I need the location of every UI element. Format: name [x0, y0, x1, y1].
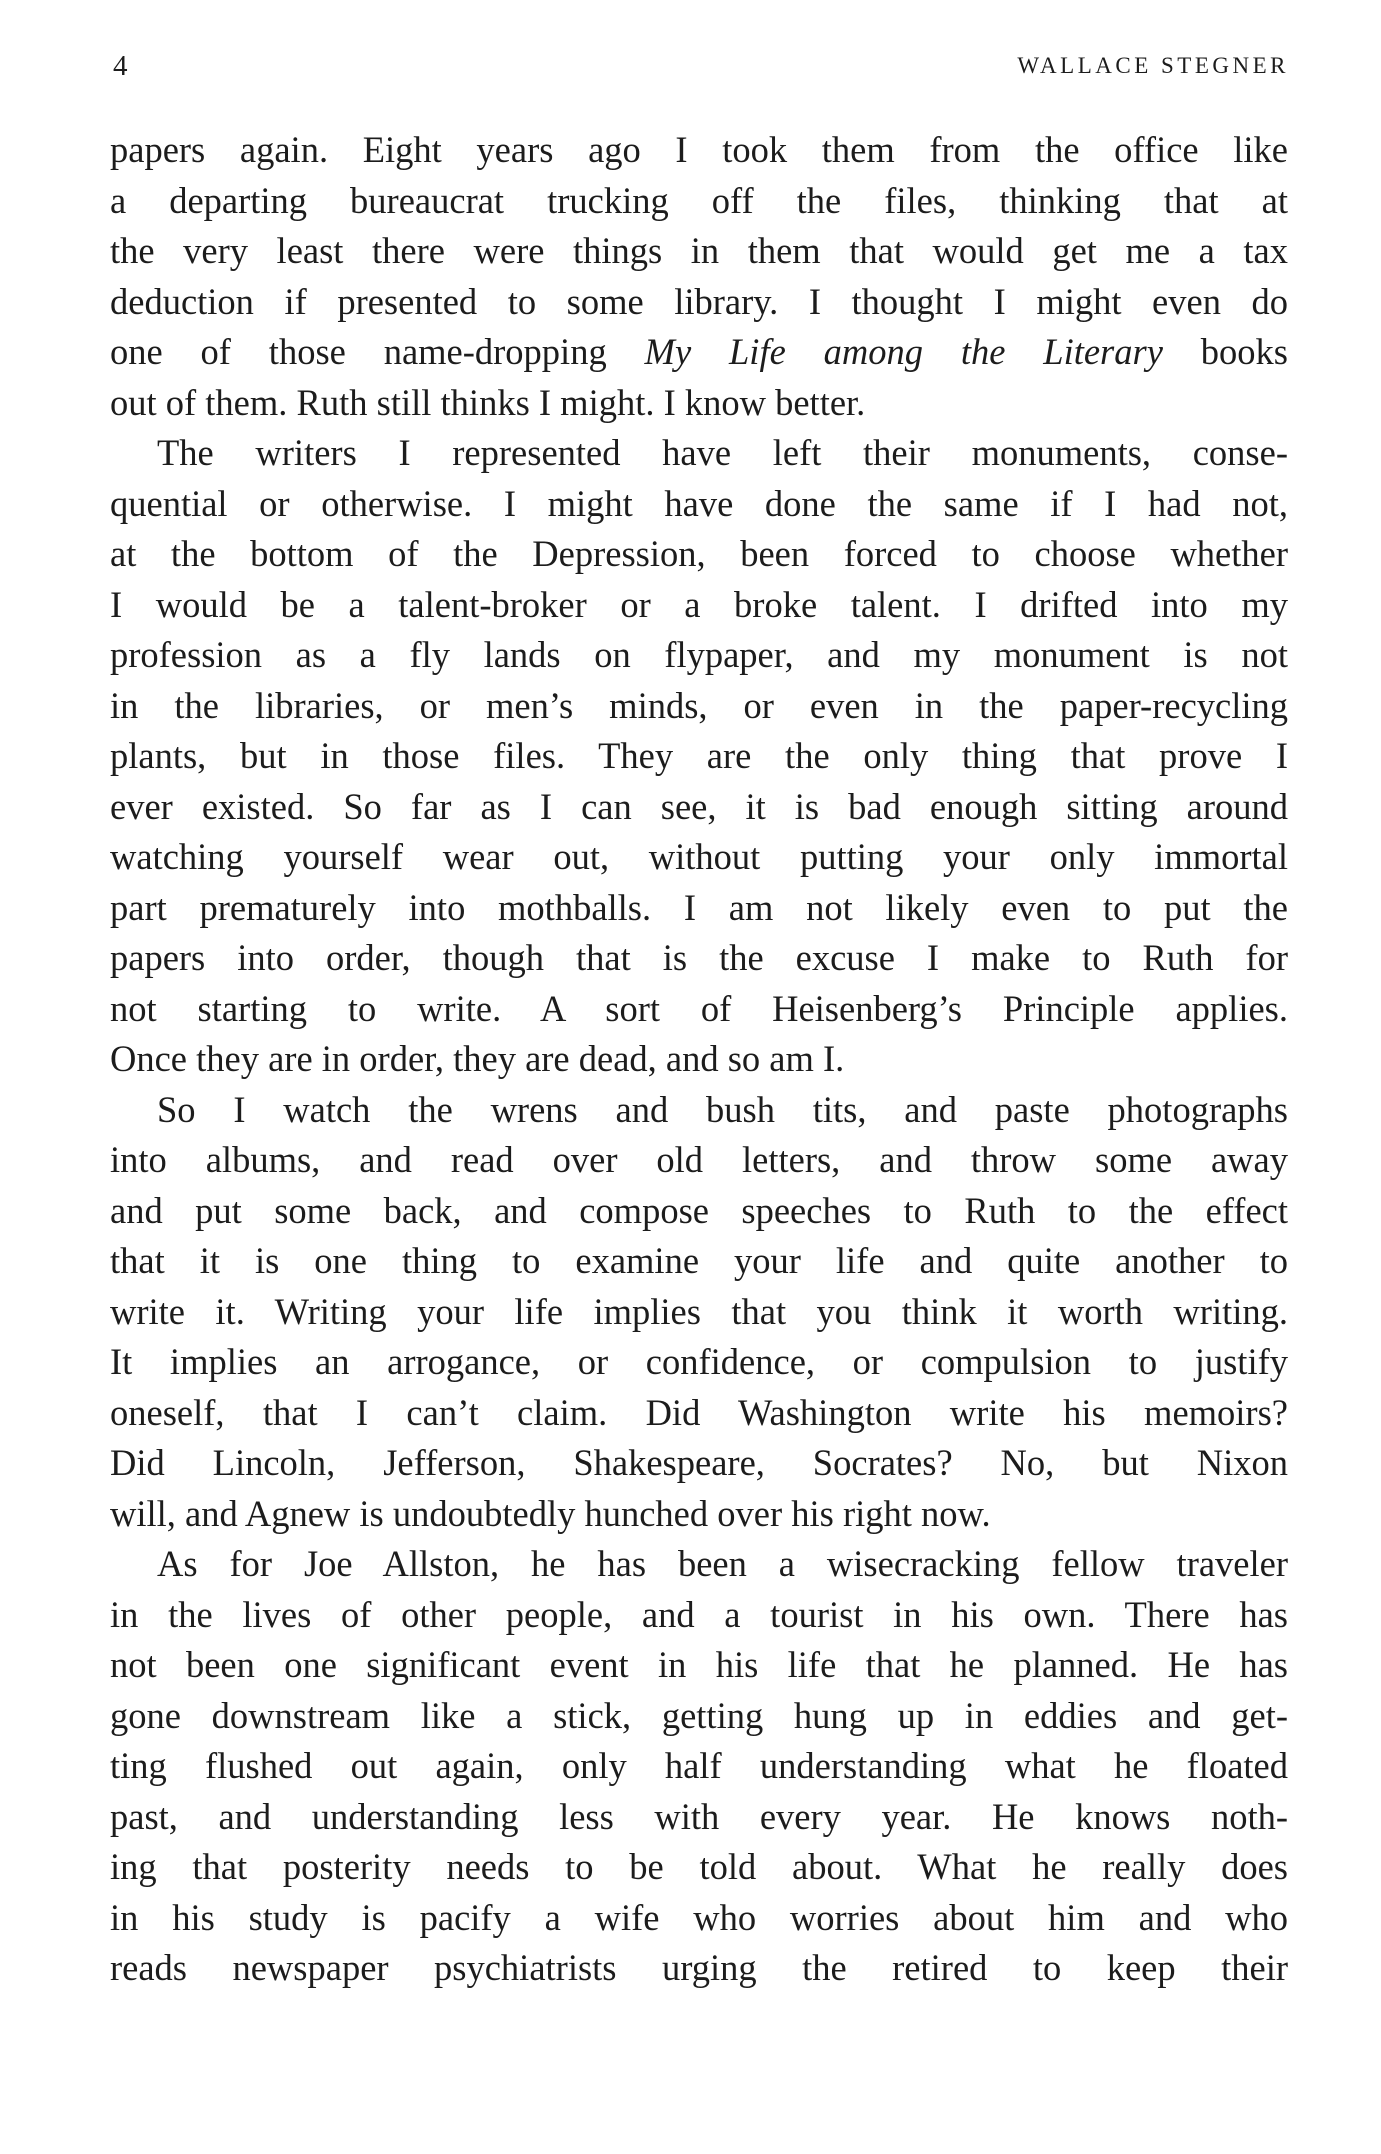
text-line: past, and understanding less with every year. He knows noth-	[110, 1795, 1288, 1837]
text-line: Did Lincoln, Jefferson, Shakespeare, Socrates? No, but Nixon	[110, 1442, 1288, 1483]
text-line: ever existed. So far as I can see, it is bad enough sitting around	[110, 785, 1288, 827]
text-line: quential or otherwise. I might have done the same if I had not,	[110, 482, 1288, 524]
running-title: WALLACE STEGNER	[1017, 53, 1289, 78]
text-line: the very least there were things in them that would get me a tax	[110, 230, 1288, 271]
text-line: As for Joe Allston, he has been a wisecracking fellow traveler	[157, 1543, 1288, 1584]
text-line: not starting to write. A sort of Heisenberg’s Principle applies.	[110, 987, 1288, 1029]
text-line: ing that posterity needs to be told about. What he really does	[110, 1846, 1288, 1887]
text-line: watching yourself wear out, without putting your only immortal	[110, 836, 1288, 877]
text-line: out of them. Ruth still thinks I might. I know better.	[110, 381, 866, 423]
text-line: It implies an arrogance, or confidence, or compulsion to justify	[110, 1341, 1288, 1382]
text-line: oneself, that I can’t claim. Did Washington write his memoirs?	[110, 1391, 1288, 1433]
text-line: in the libraries, or men’s minds, or even in the paper-recycling	[110, 684, 1288, 726]
text-line: Once they are in order, they are dead, and so am I.	[110, 1038, 845, 1079]
text-line: plants, but in those files. They are the only thing that prove I	[110, 735, 1288, 776]
text-line: part prematurely into mothballs. I am not likely even to put the	[110, 886, 1288, 928]
text-line: So I watch the wrens and bush tits, and paste photographs	[157, 1088, 1288, 1130]
paragraph	[110, 1085, 1288, 1540]
paragraph	[110, 125, 1288, 428]
running-head	[113, 46, 1289, 86]
text-line: gone downstream like a stick, getting hung up in eddies and get-	[110, 1694, 1288, 1736]
text-line: at the bottom of the Depression, been forced to choose whether	[110, 533, 1288, 574]
text-line: The writers I represented have left their monuments, conse-	[157, 432, 1288, 473]
text-line: deduction if presented to some library. I thought I might even do	[110, 280, 1288, 322]
text-line: not been one significant event in his life that he planned. He has	[110, 1644, 1288, 1685]
text-line: one of those name-dropping My Life among the Literary books	[110, 331, 1288, 372]
text-line: papers again. Eight years ago I took them from the office like	[110, 129, 1288, 170]
text-line: that it is one thing to examine your life and quite another to	[110, 1240, 1288, 1281]
paragraph	[110, 1539, 1288, 1994]
text-line: papers into order, though that is the excuse I make to Ruth for	[110, 937, 1288, 978]
paragraph	[110, 428, 1288, 1085]
text-line: in the lives of other people, and a tourist in his own. There has	[110, 1593, 1288, 1635]
page-number: 4	[113, 50, 128, 82]
text-line: reads newspaper psychiatrists urging the retired to keep their	[110, 1947, 1288, 1988]
book-title-italic: My Life among the Literary	[644, 331, 1163, 372]
text-line: profession as a fly lands on flypaper, and my monument is not	[110, 634, 1288, 675]
body-text	[110, 125, 1288, 1994]
text-line: will, and Agnew is undoubtedly hunched over his right now.	[110, 1492, 991, 1534]
text-line: into albums, and read over old letters, and throw some away	[110, 1139, 1288, 1180]
text-line: I would be a talent-broker or a broke talent. I drifted into my	[110, 583, 1288, 625]
text-line: and put some back, and compose speeches to Ruth to the effect	[110, 1189, 1288, 1231]
text-line: ting flushed out again, only half understanding what he floated	[110, 1745, 1288, 1786]
text-line: write it. Writing your life implies that you think it worth writing.	[110, 1290, 1288, 1332]
text-line: a departing bureaucrat trucking off the files, thinking that at	[110, 179, 1288, 221]
text-line: in his study is pacify a wife who worries about him and who	[110, 1896, 1288, 1938]
